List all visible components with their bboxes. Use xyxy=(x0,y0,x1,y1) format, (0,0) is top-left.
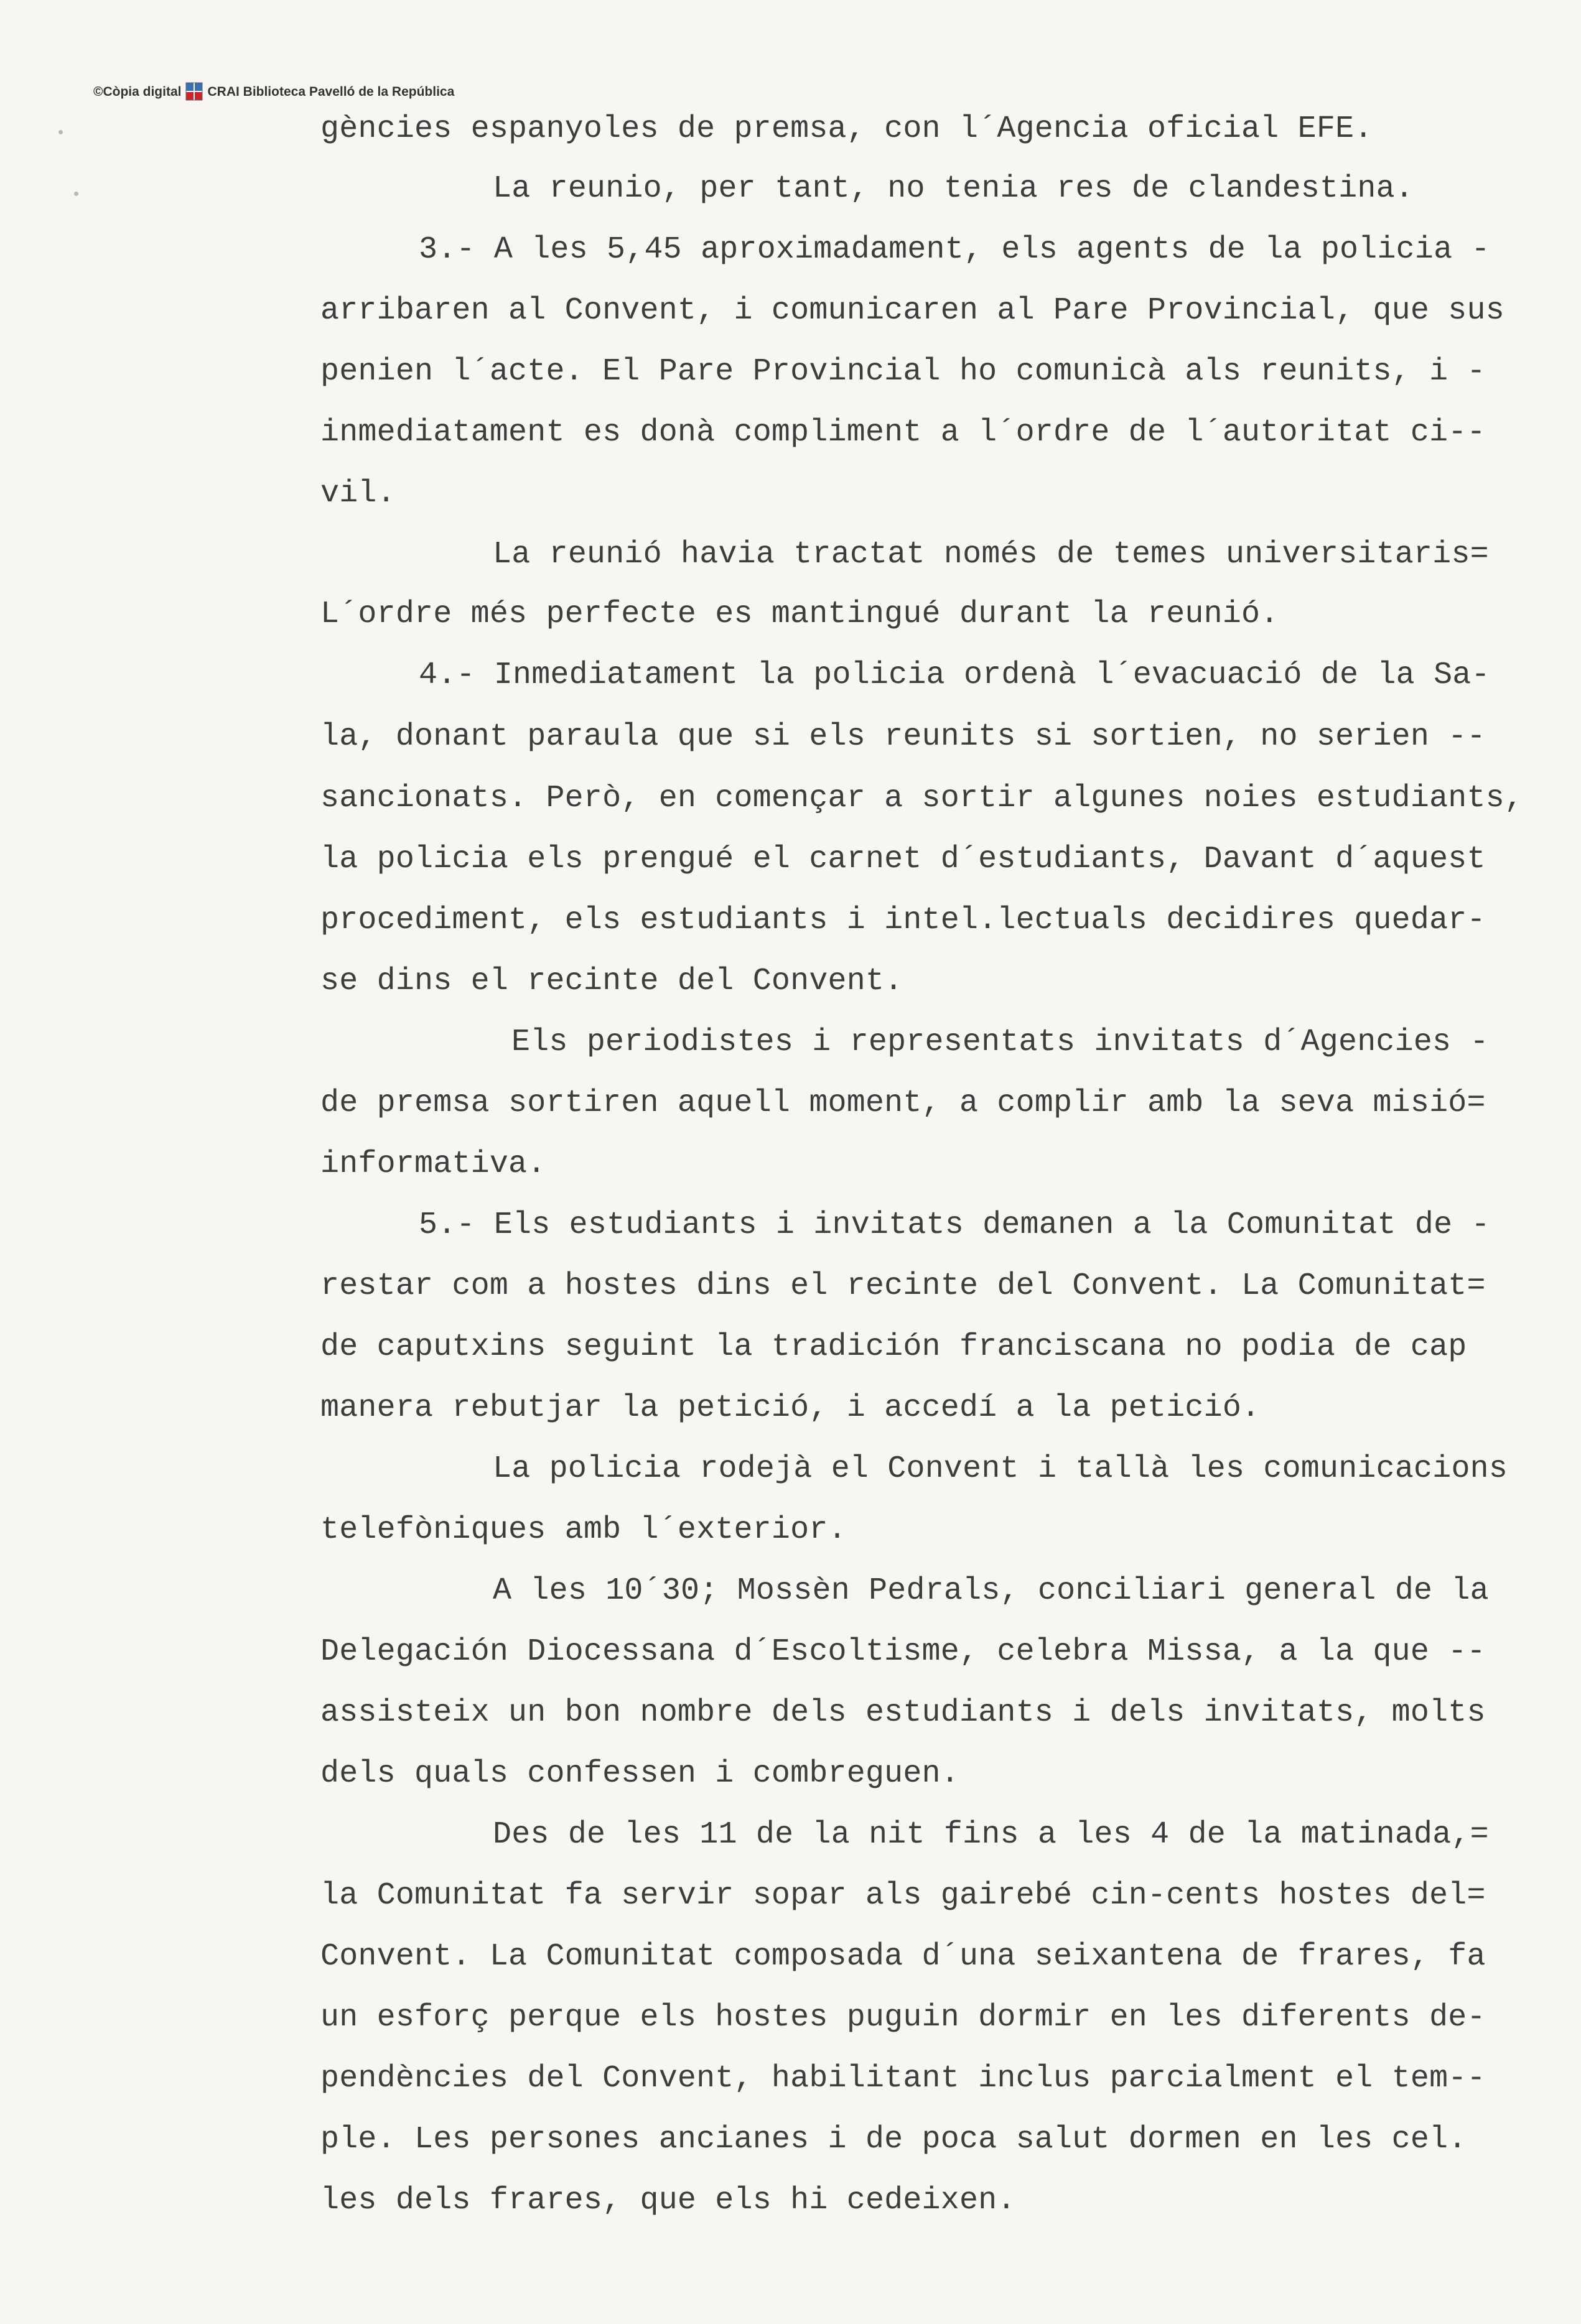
text-line: telefòniques amb l´exterior. xyxy=(320,1512,847,1548)
text-line: de caputxins seguint la tradición franciscana no podia de cap xyxy=(320,1329,1467,1365)
text-line: la policia els prengué el carnet d´estudiants, Davant d´aquest xyxy=(320,842,1486,877)
text-line: Des de les 11 de la nit fins a les 4 de la matinada,= xyxy=(493,1817,1489,1852)
text-line: de premsa sortiren aquell moment, a complir amb la seva misió= xyxy=(320,1085,1486,1121)
text-line: restar com a hostes dins el recinte del Convent. La Comunitat= xyxy=(320,1268,1486,1304)
text-line: 3.- A les 5,45 aproximadament, els agents de la policia - xyxy=(419,232,1490,267)
text-line: un esforç perque els hostes puguin dormir en les diferents de- xyxy=(320,2000,1486,2035)
digital-copy-watermark xyxy=(93,80,454,105)
text-line: 4.- Inmediatament la policia ordenà l´evacuació de la Sa- xyxy=(419,658,1490,693)
text-line: ple. Les persones ancianes i de poca salut dormen en les cel. xyxy=(320,2122,1467,2157)
text-line: La reunió havia tractat només de temes universitaris= xyxy=(493,537,1489,572)
text-line: gències espanyoles de premsa, con l´Agencia oficial EFE. xyxy=(320,111,1373,147)
text-line: informativa. xyxy=(320,1146,546,1182)
text-line: se dins el recinte del Convent. xyxy=(320,964,903,999)
text-line: A les 10´30; Mossèn Pedrals, conciliari general de la xyxy=(493,1573,1489,1609)
text-line: la, donant paraula que si els reunits si sortien, no serien -- xyxy=(320,719,1486,755)
text-line: sancionats. Però, en començar a sortir algunes noies estudiants, xyxy=(320,781,1524,816)
text-line: pendències del Convent, habilitant inclus parcialment el tem-- xyxy=(320,2061,1486,2096)
text-line: Delegación Diocessana d´Escoltisme, celebra Missa, a la que -- xyxy=(320,1634,1486,1670)
text-line: assisteix un bon nombre dels estudiants i dels invitats, molts xyxy=(320,1695,1486,1731)
text-line: 5.- Els estudiants i invitats demanen a la Comunitat de - xyxy=(419,1207,1490,1243)
text-line: inmediatament es donà compliment a l´ordre de l´autoritat ci-- xyxy=(320,415,1486,450)
text-line: Els periodistes i representats invitats d´Agencies - xyxy=(511,1025,1489,1060)
text-line: manera rebutjar la petició, i accedí a la petició. xyxy=(320,1390,1261,1426)
scan-speck xyxy=(58,130,63,134)
text-line: penien l´acte. El Pare Provincial ho comunicà als reunits, i - xyxy=(320,354,1486,389)
scan-speck xyxy=(74,192,78,196)
text-line: procediment, els estudiants i intel.lectuals decidires quedar- xyxy=(320,903,1486,938)
text-line: vil. xyxy=(320,476,396,511)
text-line: dels quals confessen i combreguen. xyxy=(320,1756,959,1792)
watermark-left-text: ©Còpia digital xyxy=(93,85,182,99)
watermark-right-text: CRAI Biblioteca Pavelló de la República xyxy=(207,85,455,99)
text-line: La policia rodejà el Convent i tallà les comunicacions xyxy=(493,1451,1508,1487)
text-line: les dels frares, que els hi cedeixen. xyxy=(320,2183,1016,2218)
text-line: arribaren al Convent, i comunicaren al Pare Provincial, que sus xyxy=(320,293,1504,328)
university-crest-icon xyxy=(185,81,203,103)
text-line: Convent. La Comunitat composada d´una seixantena de frares, fa xyxy=(320,1939,1486,1974)
text-line: La reunio, per tant, no tenia res de clandestina. xyxy=(493,171,1414,207)
text-line: la Comunitat fa servir sopar als gairebé cin-cents hostes del= xyxy=(320,1878,1486,1913)
text-line: L´ordre més perfecte es mantingué durant la reunió. xyxy=(320,597,1279,632)
